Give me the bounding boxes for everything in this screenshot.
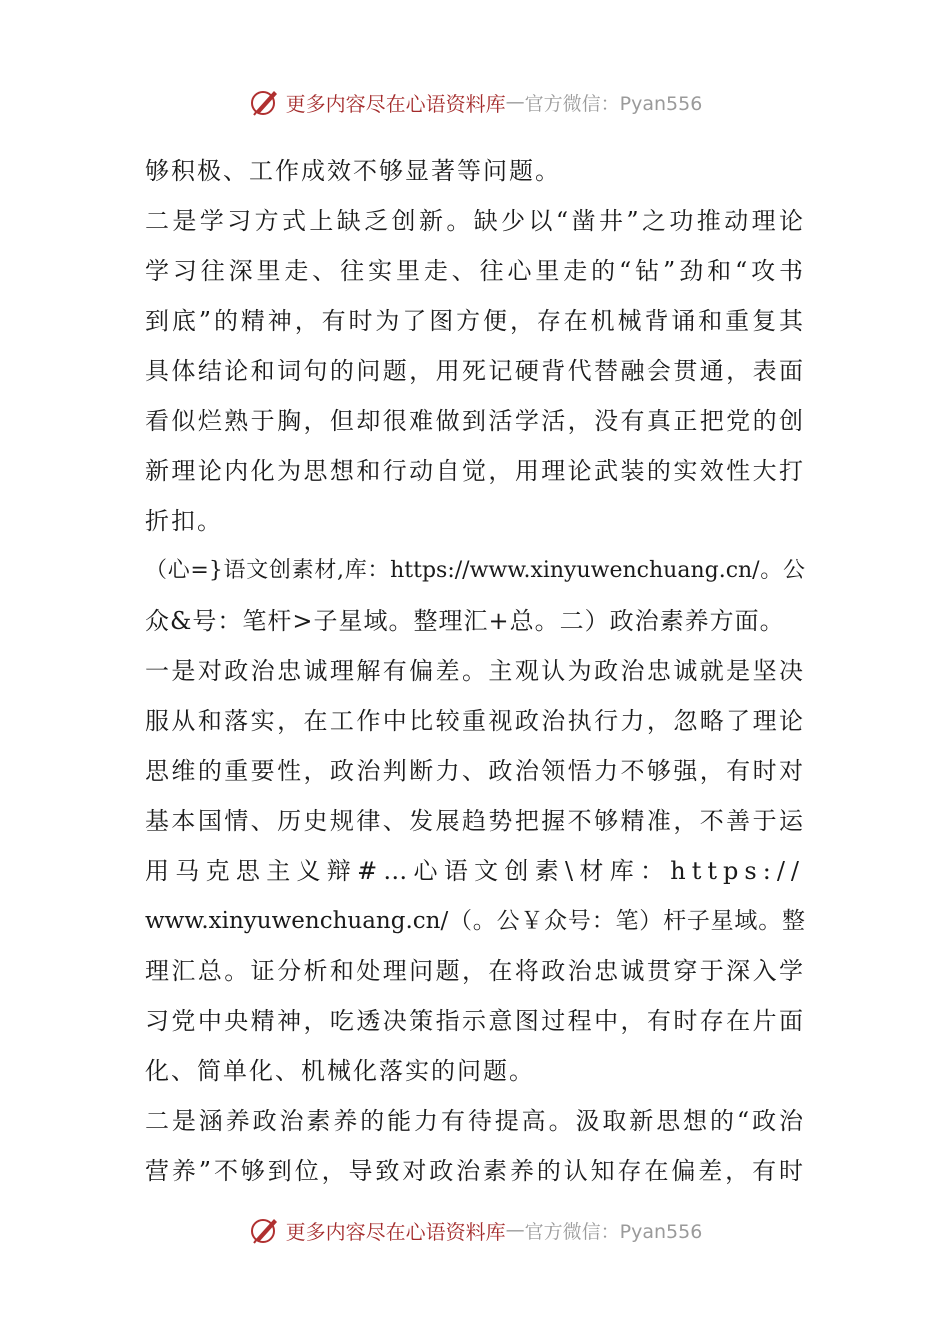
- text-line: www.xinyuwenchuang.cn/（。公￥众号：笔）杆子星域。整: [145, 908, 805, 934]
- banner-wechat: 官方微信：Pyan556: [524, 92, 703, 115]
- banner-dash: —: [505, 91, 525, 113]
- text-line: 一是对政治忠诚理解有偏差。主观认为政治忠诚就是坚决: [145, 657, 805, 685]
- text-line: （心=}语文创素材,库：https://www.xinyuwenchuang.cn/。公: [145, 558, 805, 583]
- text-line: 基本国情、历史规律、发展趋势把握不够精准，不善于运: [145, 807, 805, 835]
- text-line: 够积极、工作成效不够显著等问题。: [145, 157, 561, 185]
- text-line: 营养”不够到位，导致对政治素养的认知存在偏差，有时: [145, 1157, 805, 1185]
- text-line: 具体结论和词句的问题，用死记硬背代替融会贯通，表面: [145, 357, 805, 385]
- banner-title: 更多内容尽在心语资料库: [285, 1219, 506, 1244]
- text-line: 理汇总。证分析和处理问题，在将政治忠诚贯穿于深入学: [145, 957, 805, 985]
- text-line: 用马克思主义辩#…心语文创素\材库：https://: [145, 857, 805, 885]
- text-line: 二是涵养政治素养的能力有待提高。汲取新思想的“政治: [145, 1107, 805, 1135]
- text-line: 服从和落实，在工作中比较重视政治执行力，忽略了理论: [145, 707, 805, 735]
- footer-watermark-banner: [0, 1210, 950, 1250]
- banner-wechat: 官方微信：Pyan556: [524, 1220, 703, 1243]
- text-line: 二是学习方式上缺乏创新。缺少以“凿井”之功推动理论: [145, 207, 805, 235]
- text-line: 思维的重要性，政治判断力、政治领悟力不够强，有时对: [145, 757, 805, 785]
- text-line: 到底”的精神，有时为了图方便，存在机械背诵和重复其: [145, 307, 805, 335]
- text-line: 化、简单化、机械化落实的问题。: [145, 1057, 535, 1085]
- document-body: [145, 146, 805, 1196]
- text-line: 看似烂熟于胸，但却很难做到活学活，没有真正把党的创: [145, 407, 805, 435]
- text-line: 新理论内化为思想和行动自觉，用理论武装的实效性大打: [145, 457, 805, 485]
- banner-title: 更多内容尽在心语资料库: [285, 91, 506, 116]
- text-line: 学习往深里走、往实里走、往心里走的“钻”劲和“攻书: [145, 257, 805, 285]
- quill-logo-icon: [248, 85, 282, 119]
- header-watermark-banner: [0, 82, 950, 122]
- banner-dash: —: [505, 1219, 525, 1241]
- quill-logo-icon: [248, 1213, 282, 1247]
- text-line: 众&号：笔杆>子星域。整理汇+总。二）政治素养方面。: [145, 607, 785, 635]
- text-line: 折扣。: [145, 507, 223, 535]
- text-line: 习党中央精神，吃透决策指示意图过程中，有时存在片面: [145, 1007, 805, 1035]
